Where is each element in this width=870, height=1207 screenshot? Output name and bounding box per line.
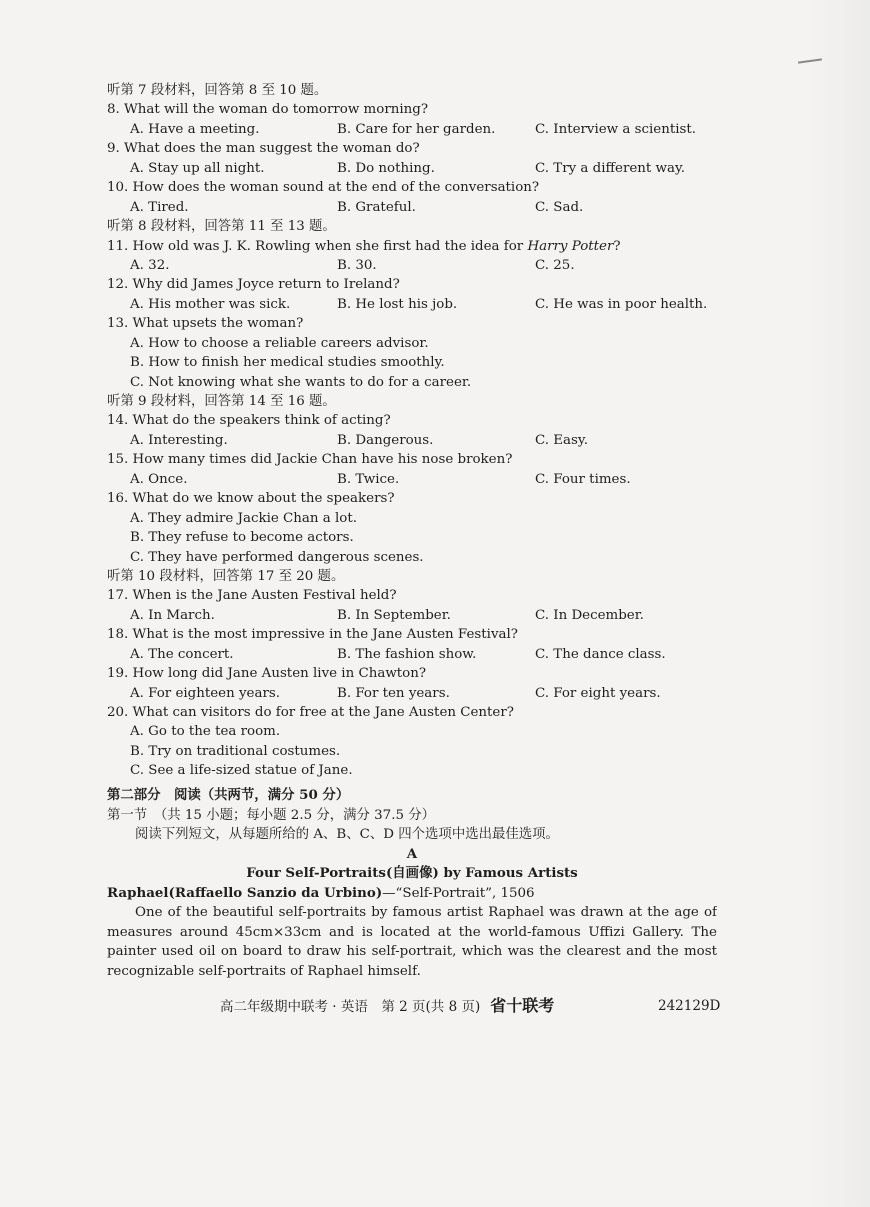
question: 13. What upsets the woman? bbox=[107, 316, 304, 332]
footer-text: 高二年级期中联考 · 英语 第 2 页(共 8 页) bbox=[220, 999, 481, 1015]
passage-title: Four Self-Portraits(自画像) by Famous Artists bbox=[246, 865, 578, 881]
book-title: Harry Potter bbox=[527, 238, 614, 254]
options-row bbox=[107, 256, 747, 275]
exam-code: 242129D bbox=[658, 998, 721, 1014]
options-row bbox=[107, 645, 747, 664]
option-line: B. They refuse to become actors. bbox=[130, 530, 354, 546]
options-row bbox=[107, 159, 747, 178]
option-line: C. Not knowing what she wants to do for a career. bbox=[130, 374, 472, 390]
question bbox=[107, 237, 747, 256]
artwork-info: —“Self-Portrait”, 1506 bbox=[382, 885, 535, 901]
question: 12. Why did James Joyce return to Ireland? bbox=[107, 277, 400, 293]
option-c: C. Interview a scientist. bbox=[535, 121, 697, 137]
option-b: B. 30. bbox=[337, 257, 377, 273]
listening-instruction: 听第 9 段材料，回答第 14 至 16 题。 bbox=[107, 394, 336, 409]
option-a: A. The concert. bbox=[130, 646, 234, 662]
reading-section bbox=[107, 786, 717, 981]
option-b: B. Care for her garden. bbox=[337, 121, 496, 137]
question-text: 11. How old was J. K. Rowling when she first had the idea for bbox=[107, 238, 528, 254]
option-a: A. 32. bbox=[130, 257, 170, 273]
option-c: C. Sad. bbox=[535, 199, 584, 215]
brand-logo: 省十联考 bbox=[490, 996, 555, 1015]
option-c: C. 25. bbox=[535, 257, 575, 273]
option-c: C. He was in poor health. bbox=[535, 296, 708, 312]
part-two-title: 第二部分 阅读（共两节，满分 50 分） bbox=[107, 787, 350, 803]
artist-name: Raphael(Raffaello Sanzio da Urbino) bbox=[107, 884, 383, 901]
listening-instruction: 听第 8 段材料，回答第 11 至 13 题。 bbox=[107, 219, 336, 235]
paragraph-line: measures around 45cm×33cm and is located at the world-famous Uffizi Gallery. The bbox=[107, 924, 717, 940]
option-a: A. In March. bbox=[130, 607, 215, 623]
section-one-title: 第一节 （共 15 小题；每小题 2.5 分，满分 37.5 分） bbox=[107, 807, 436, 823]
option-c: C. For eight years. bbox=[535, 685, 661, 701]
option-b: B. Dangerous. bbox=[337, 432, 434, 448]
option-a: A. Tired. bbox=[130, 199, 189, 215]
option-c: C. In December. bbox=[535, 607, 644, 623]
option-b: B. For ten years. bbox=[337, 685, 450, 701]
listening-instruction: 听第 10 段材料，回答第 17 至 20 题。 bbox=[107, 568, 345, 584]
question: 8. What will the woman do tomorrow morning? bbox=[107, 102, 428, 118]
option-b: B. Grateful. bbox=[337, 199, 416, 215]
question: 10. How does the woman sound at the end of the conversation? bbox=[107, 180, 540, 196]
option-b: B. In September. bbox=[337, 607, 451, 623]
options-row bbox=[107, 470, 747, 489]
passage-letter: A bbox=[406, 845, 418, 862]
question: 9. What does the man suggest the woman do? bbox=[107, 141, 420, 157]
paragraph-line: One of the beautiful self-portraits by famous artist Raphael was drawn at the age of bbox=[135, 905, 717, 920]
option-c: C. Four times. bbox=[535, 471, 631, 487]
options-row bbox=[107, 431, 747, 450]
option-line: A. They admire Jackie Chan a lot. bbox=[130, 510, 357, 526]
options-row bbox=[107, 295, 747, 314]
option-a: A. His mother was sick. bbox=[130, 296, 291, 312]
paragraph-line: recognizable self-portraits of Raphael himself. bbox=[107, 963, 421, 979]
option-c: C. The dance class. bbox=[535, 646, 666, 662]
question: 16. What do we know about the speakers? bbox=[107, 491, 395, 507]
artist-heading bbox=[107, 884, 717, 904]
question-text: ? bbox=[613, 238, 621, 254]
question: 19. How long did Jane Austen live in Chawton? bbox=[107, 666, 427, 682]
option-line: B. Try on traditional costumes. bbox=[130, 743, 341, 759]
option-line: C. See a life-sized statue of Jane. bbox=[130, 763, 353, 779]
options-row bbox=[107, 684, 747, 703]
option-line: C. They have performed dangerous scenes. bbox=[130, 549, 424, 565]
option-c: C. Easy. bbox=[535, 432, 588, 448]
question: 14. What do the speakers think of acting? bbox=[107, 413, 391, 429]
option-a: A. Stay up all night. bbox=[130, 160, 265, 176]
reading-instruction: 阅读下列短文，从每题所给的 A、B、C、D 四个选项中选出最佳选项。 bbox=[135, 827, 559, 842]
options-row bbox=[107, 198, 747, 217]
question: 18. What is the most impressive in the Jane Austen Festival? bbox=[107, 627, 518, 643]
option-line: A. Go to the tea room. bbox=[130, 724, 281, 740]
option-a: A. For eighteen years. bbox=[130, 685, 280, 701]
options-row bbox=[107, 120, 747, 139]
option-line: B. How to finish her medical studies smoothly. bbox=[130, 355, 445, 371]
option-b: B. Do nothing. bbox=[337, 160, 435, 176]
question: 15. How many times did Jackie Chan have his nose broken? bbox=[107, 452, 513, 468]
options-row bbox=[107, 606, 747, 625]
option-a: A. Interesting. bbox=[130, 432, 228, 448]
option-line: A. How to choose a reliable careers advisor. bbox=[130, 335, 429, 351]
option-b: B. Twice. bbox=[337, 471, 400, 487]
listening-section bbox=[107, 81, 747, 781]
question: 17. When is the Jane Austen Festival held? bbox=[107, 588, 397, 604]
option-c: C. Try a different way. bbox=[535, 160, 686, 176]
page-edge-shadow bbox=[810, 0, 870, 1207]
option-b: B. He lost his job. bbox=[337, 296, 458, 312]
page-footer bbox=[220, 995, 740, 1017]
listening-instruction: 听第 7 段材料，回答第 8 至 10 题。 bbox=[107, 83, 328, 98]
option-b: B. The fashion show. bbox=[337, 646, 477, 662]
option-a: A. Once. bbox=[130, 471, 188, 487]
option-a: A. Have a meeting. bbox=[130, 121, 260, 137]
paragraph-line: painter used oil on board to draw his self-portrait, which was the clearest and the most bbox=[107, 944, 717, 959]
question: 20. What can visitors do for free at the Jane Austen Center? bbox=[107, 705, 514, 720]
